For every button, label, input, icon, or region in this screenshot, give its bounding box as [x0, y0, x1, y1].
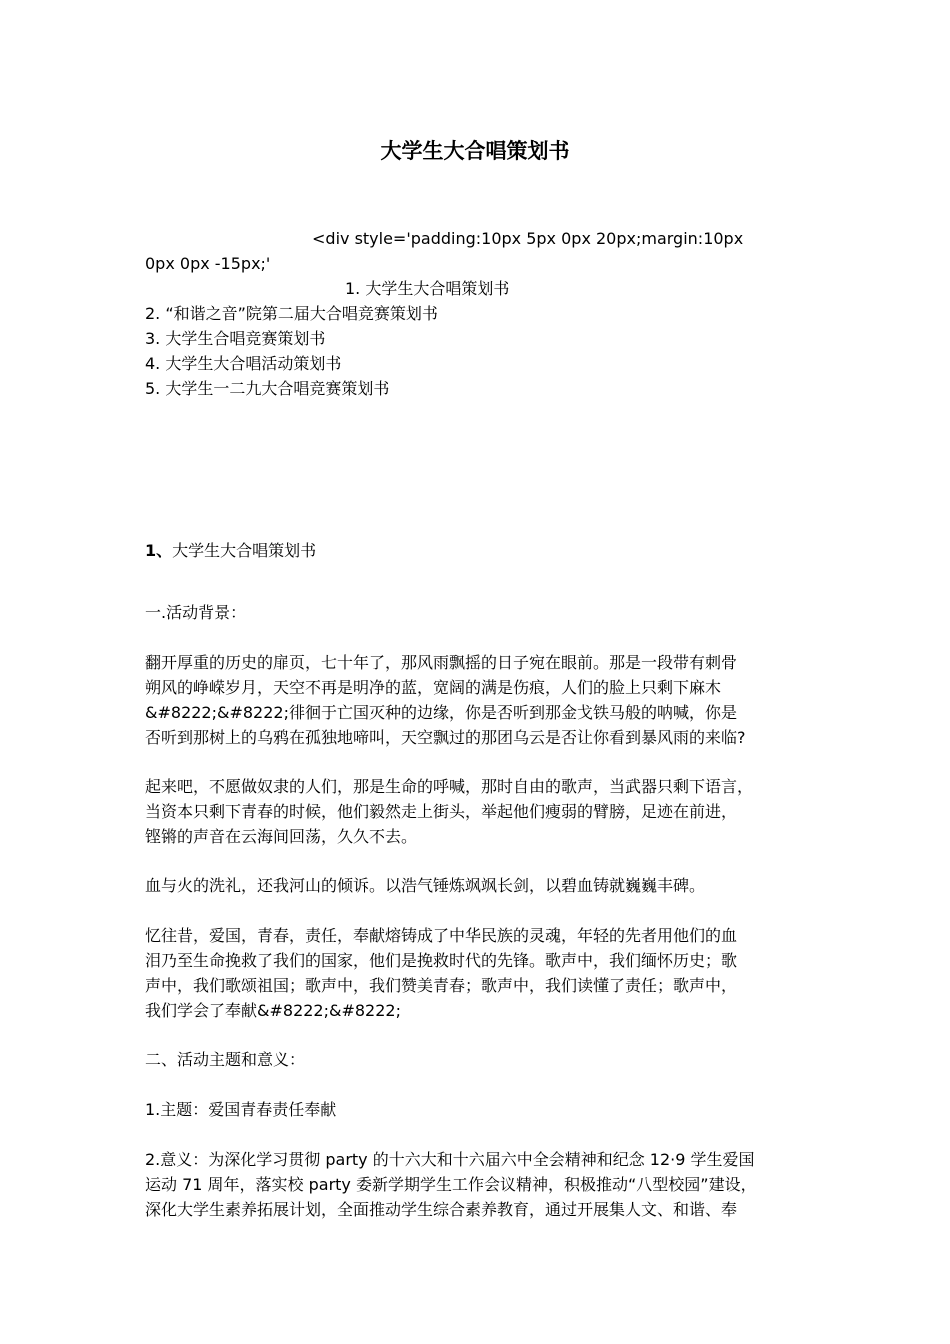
paragraph-line: 我们学会了奉献&#8222;&#8222; — [145, 1001, 401, 1020]
paragraph-rise-up — [145, 774, 813, 849]
paragraph-line: 翻开厚重的历史的扉页，七十年了，那风雨飘摇的日子宛在眼前。那是一段带有刺骨 — [145, 653, 738, 672]
paragraph-line: &#8222;&#8222;徘徊于亡国灭种的边缘，你是否听到那金戈铁马般的呐喊，你是 — [145, 703, 737, 722]
paragraph-baptism — [145, 873, 813, 898]
paragraph-line: 否听到那树上的乌鸦在孤独地啼叫，天空飘过的那团乌云是否让你看到暴风雨的来临? — [145, 728, 746, 747]
paragraph-line: 运动 71 周年，落实校 party 委新学期学生工作会议精神，积极推动“八型校园”建设， — [145, 1175, 757, 1194]
section-1-title: 大学生大合唱策划书 — [172, 541, 317, 560]
paragraph-recall — [145, 923, 813, 1023]
paragraph-line: 泪乃至生命挽救了我们的国家，他们是挽救时代的先锋。歌声中，我们缅怀历史；歌 — [145, 951, 738, 970]
paragraph-line: 深化大学生素养拓展计划，全面推动学生综合素养教育，通过开展集人文、和谐、奉 — [145, 1200, 738, 1219]
paragraph-line: 声中，我们歌颂祖国；歌声中，我们赞美青春；歌声中，我们读懂了责任；歌声中， — [145, 976, 738, 995]
section-1-heading — [145, 538, 316, 563]
paragraph-history — [145, 650, 813, 750]
paragraph-line: 忆往昔，爱国，青春，责任，奉献熔铸成了中华民族的灵魂，年轻的先者用他们的血 — [145, 926, 738, 945]
toc-item-1[interactable]: 1. 大学生大合唱策划书 — [345, 279, 510, 298]
paragraph-line: 铿锵的声音在云海间回荡，久久不去。 — [145, 827, 418, 846]
paragraph-line: 起来吧，不愿做奴隶的人们，那是生命的呼喊，那时自由的歌声，当武器只剩下语言， — [145, 777, 754, 796]
theme-line: 1.主题：爱国青春责任奉献 — [145, 1100, 337, 1119]
paragraph-line: 朔风的峥嵘岁月，天空不再是明净的蓝，宽阔的满是伤痕，人们的脸上只剩下麻木 — [145, 678, 722, 697]
paragraph-line: 血与火的洗礼，还我河山的倾诉。以浩气锤炼飒飒长剑，以碧血铸就巍巍丰碑。 — [145, 876, 706, 895]
toc-item-4[interactable]: 4. 大学生大合唱活动策划书 — [145, 354, 342, 373]
background-heading: 一.活动背景： — [145, 603, 247, 622]
toc-item-5[interactable]: 5. 大学生一二九大合唱竞赛策划书 — [145, 379, 390, 398]
paragraph-line: 当资本只剩下青春的时候，他们毅然走上街头，举起他们瘦弱的臂膀，足迹在前进， — [145, 802, 738, 821]
document-title: 大学生大合唱策划书 — [380, 139, 570, 163]
code-line-1: <div style='padding:10px 5px 0px 20px;margin:10px — [312, 229, 744, 248]
toc-item-2[interactable]: 2. “和谐之音”院第二届大合唱竞赛策划书 — [145, 304, 438, 323]
toc-item-3[interactable]: 3. 大学生合唱竞赛策划书 — [145, 329, 326, 348]
paragraph-line: 2.意义：为深化学习贯彻 party 的十六大和十六届六中全会精神和纪念 12·9 学生爱国 — [145, 1150, 755, 1169]
code-line-2: 0px 0px -15px;' — [145, 254, 271, 273]
theme-heading: 二、活动主题和意义： — [145, 1050, 306, 1069]
section-1-number: 1、 — [145, 541, 173, 560]
paragraph-significance — [145, 1147, 813, 1222]
